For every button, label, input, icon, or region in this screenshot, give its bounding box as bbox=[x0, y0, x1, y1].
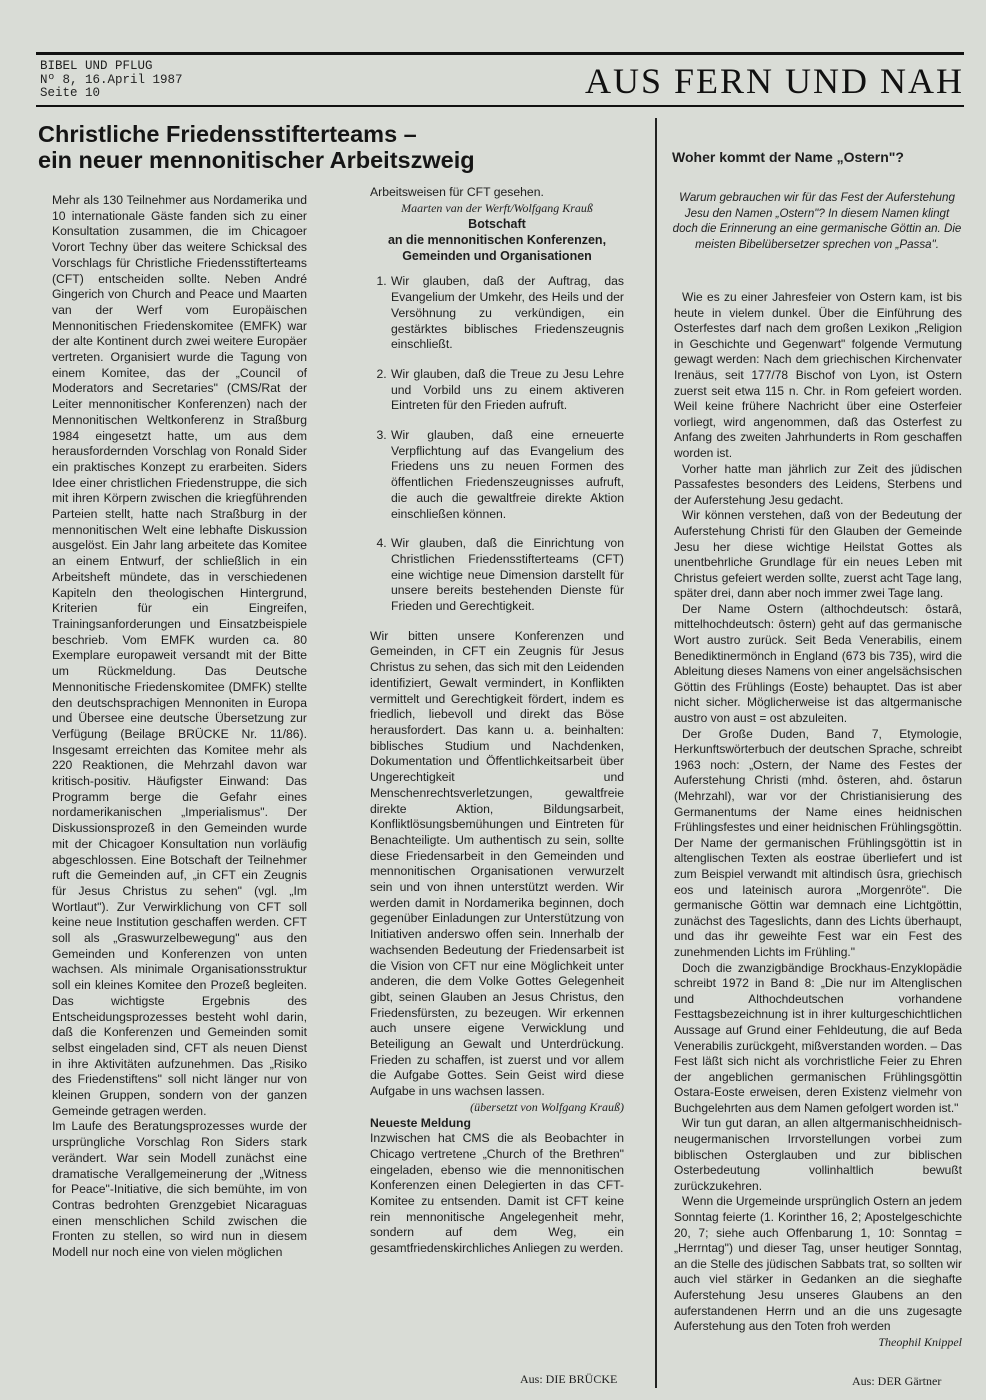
article-byline: Maarten van der Werft/Wolfgang Krauß bbox=[401, 200, 593, 215]
body-paragraph: Mehr als 130 Teilnehmer aus Nordamerika und 10 internationale Gäste fanden sich zu einer Konsultation zusammen, die im Chicagoer Vorort Techny über das weitere Schicksal des Vorschlags für Christliche Friedensstifterteams (CFT) entscheiden sollte. Neben André Gingerich von Church and Peace und Maarten van der Werf vom Europäischen Mennonitischen Friedenskomitee (EMFK) war der alte Kontinent durch zwei weitere Europäer vertreten. Organisiert wurde die Tagung von einem Komitee, das der „Council of Moderators and Secretaries" (CMS/Rat der Leiter mennonitischer Konferenzen) nach der Mennonitischen Weltkonferenz in Straßburg 1984 eingesetzt hatte, um aus dem herausfordernden Vorschlag von Ronald Sider ein praktisches Konzept zu erarbeiten. Siders Idee einer christlichen Friedenstruppe, die sich mit ihren Körpern zwischen die kriegführenden Parteien stellt, hatte nach Straßburg in der mennonitischen Welt eine lebhafte Diskussion ausgelöst. Ein Jahr lang arbeitete das Komitee an einem Entwurf, der schließlich in ein Arbeitsheft mündete, das in verschiedenen Kapiteln den theologischen Hintergrund, Kriterien für ein Eingreifen, Trainingsanforderungen und Einsatzbeispiele beschrieb. Vom EMFK wurden ca. 80 Exemplare europaweit versandt mit der Bitte um Rückmeldung. Das Deutsche Mennonitische Friedenskomitee (DMFK) stellte den deutschsprachigen Mennoniten in Europa und Übersee eine deutsche Übersetzung zur Verfügung (Beilage BRÜCKE Nr. 11/86). Insgesamt erreichten das Komitee mehr als 220 Reaktionen, die Mehrzahl davon war kritisch-positiv. Häufigster Einwand: Das Programm berge die Gefahr eines nordamerikanischen „Imperialismus". Der Diskussionsprozeß in den Gemeinden wurde mit der Chicagoer Konsultation nun vorläufig abgeschlossen. Eine Botschaft der Teilnehmer ruft die Gemeinden auf, „in CFT ein Zeugnis für Jesus Christus zu sehen" (vgl. „Im Wortlaut"). Zur Verwirklichung von CFT soll keine neue Institution geschaffen werden. CFT soll als „Graswurzelbewegung" aus den Gemeinden und Konferenzen von unten wachsen. Als minimale Organisationsstruktur soll ein kleines Komitee den Prozeß begleiten. Das wichtigste Ergebnis des Entscheidungsprozesses besteht wohl darin, daß die Konferenzen und Gemeinden somit selbst eingeladen sind, CFT als neuen Dienst in ihre Aktivitäten aufzunehmen. Das „Risiko des Friedenstiftens" soll nicht länger nur von kleinen Gruppen, sondern von der ganzen Gemeinde getragen werden. bbox=[52, 193, 307, 1118]
author-name: Theophil Knippel bbox=[878, 1334, 962, 1349]
message-subtitle-2: Gemeinden und Organisationen bbox=[402, 249, 592, 264]
masthead-rule bbox=[36, 105, 964, 107]
source-credit-2: Aus: DER Gärtner bbox=[852, 1374, 942, 1388]
latest-news-body: Inzwischen hat CMS die als Beobachter in Chicago vertretene „Church of the Brethren" eingeladen, ebenso wie die mennonitischen Konferenzen einen Delegierten in das CFT-Komitee zu entsenden. Damit ist CFT keine rein mennonitische Angelegenheit mehr, sondern auf dem Weg, ein gesamtfriedenskirchliches Anliegen zu werden. bbox=[370, 1131, 624, 1256]
section-title: AUS FERN UND NAH bbox=[584, 61, 964, 101]
article-headline bbox=[38, 121, 638, 173]
message-subtitle-1: an die mennonitischen Konferenzen, bbox=[387, 233, 607, 248]
body-paragraph: Vorher hatte man jährlich zur Zeit des jüdischen Passafestes besonders des Leidens, Sterbens und der Auferstehung Jesu gedacht. bbox=[674, 461, 962, 507]
body-paragraph: Der Name Ostern (althochdeutsch: ôstarâ, mittelhochdeutsch: ôstern) geht auf das germanische Wort austro zurück. Seit Beda Venerabilis, einem Benediktinermönch in England (673 bis 735), wird die Ableitung dieses Namens von einer angelsächsischen Göttin des Frühlings (Eoste) behauptet. Das ist aber nicht sicher. Möglicherweise ist das altgermanische austro von aust = ost abzuleiten. bbox=[674, 601, 962, 726]
body-paragraph-final bbox=[674, 1194, 962, 1349]
body-paragraph: Doch die zwanzigbändige Brockhaus-Enzyklopädie schreibt 1972 in Band 8: „Die nur im Altenglischen und Althochdeutschen vorhandene Festtagsbezeichnung ist in ihrer kulturgeschichtlichen Aussage auf Grund einer Fehldeutung, die auf Beda Venerabilis zurückgeht, mißverstanden worden. – Das Fest läßt sich nicht als vorchristliche Feier zu Ehren der angeblichen germanischen Frühlingsgöttin Ostara-Eoste erweisen, deren Existenz vielmehr von Buchgelehrten aus dem Namen gefolgert worden ist." bbox=[674, 960, 962, 1115]
message-points bbox=[370, 274, 624, 614]
body-paragraph: Der Große Duden, Band 7, Etymologie, Herkunftswörterbuch der deutschen Sprache, schreibt 1963 noch: „Ostern, der Name des Festes der Auferstehung Christi (mhd. ôsteren, ahd. ôstarun (Mehrzahl), war vor der Christianisierung des Germanentums der Name eines heidnischen Frühlingsfestes und einer heidnischen Frühlingsgöttin. Der Name der germanischen Frühlingsgöttin ist in altenglischen Texten als eostrae überliefert und ist zum Beispiel verwandt mit altindisch ûsra, griechisch eos und lateinisch aurora „Morgenröte". Die germanische Göttin war demnach eine Lichtgöttin, zunächst des Tageslichts, dann des Lichts überhaupt, und das ihr geweihte Fest war ein Fest des zunehmenden Lichts im Frühling." bbox=[674, 726, 962, 959]
article-column-3 bbox=[674, 290, 962, 1350]
body-paragraph: Im Laufe des Beratungsprozesses wurde der ursprüngliche Vorschlag Ron Siders stark verändert. War sein Modell zunächst eine dramatische Verallgemeinerung der „Witness for Peace"-Initiative, die sich bemühte, im von Contras bedrohten Grenzgebiet Nicaraguas einen menschlichen Schild zwischen die Fronten zu stellen, so wird nun in diesem Modell nur noch eine von vielen möglichen bbox=[52, 1119, 307, 1260]
message-point: 1. Wir glauben, daß der Auftrag, das Evangelium der Umkehr, des Heils und der Versöhnung zu verkündigen, ein gestärktes biblisches Friedenszeugnis einschließt. bbox=[390, 274, 624, 353]
message-point: 4. Wir glauben, daß die Einrichtung von Christlichen Friedensstifterteams (CFT) eine wichtige neue Dimension darstellt für unsere bereits bestehenden Dienste für Frieden und Gerechtigkeit. bbox=[390, 536, 624, 615]
publication-name: BIBEL UND PFLUG bbox=[40, 59, 153, 73]
masthead bbox=[40, 60, 183, 101]
translator-credit: (übersetzt von Wolfgang Krauß) bbox=[470, 1099, 624, 1114]
body-paragraph: Arbeitsweisen für CFT gesehen. bbox=[370, 185, 544, 199]
article-column-1 bbox=[52, 193, 307, 1261]
body-paragraph: Wie es zu einer Jahresfeier von Ostern kam, ist bis heute in vielem dunkel. Über die Einführung des Osterfestes darf nach dem großen Lexikon „Religion in Geschichte und Gegenwart" folgende Vermutung gewagt werden: Nach dem griechischen Kirchenvater Irenäus, seit 177/78 Bischof von Lyon, ist Ostern zuerst seit etwa 115 n. Chr. in Rom gefeiert worden. Weil keine frühere Nachricht über eine Osterfeier vorliegt, wird angenommen, daß das Osterfest zu Anfang des zweiten Jahrhunderts in Rom geschaffen worden ist. bbox=[674, 290, 962, 460]
headline-line-2: ein neuer mennonitischer Arbeitszweig bbox=[38, 147, 475, 173]
article-column-2 bbox=[370, 185, 624, 1257]
sidebar-intro: Warum gebrauchen wir für das Fest der Auferstehung Jesu den Namen „Ostern"? In diesem Namen klingt doch die Erinnerung an eine germanische Göttin an. Die meisten Bibelübersetzer sprechen von „Passa". bbox=[672, 191, 962, 251]
final-paragraph-text: Wenn die Urgemeinde ursprünglich Ostern an jedem Sonntag feierte (1. Korinther 16, 2; Apostelgeschichte 20, 7; siehe auch Offenbarung 1, 10: Sonntag = „Herrntag") und dieser Tag, unser heutiger Sonntag, an die Stelle des jüdischen Sabbats trat, so sollten wir auch viel stärker in Gedanken an die sieghafte Auferstehung Jesu unseres Glaubens an den auferstandenen Herrn und an die uns zugesagte Auferstehung aus den Toten froh werden bbox=[674, 1194, 962, 1334]
latest-news-heading: Neueste Meldung bbox=[370, 1115, 471, 1130]
issue-date: Nº 8, 16.April 1987 bbox=[40, 72, 183, 87]
body-paragraph: Wir bitten unsere Konferenzen und Gemeinden, in CFT ein Zeugnis für Jesus Christus zu sehen, das sich mit den Leidenden identifiziert, Gewalt vermindert, in Konflikten vermittelt und Gerechtigkeit fördert, indem es friedlich, liebevoll und direkt das Böse herausfordert. Das kann u. a. beinhalten: biblisches Studium und Nachdenken, Dokumentation und Öffentlichkeitsarbeit über Ungerechtigkeit und Menschenrechtsverletzungen, gewaltfreie direkte Aktion, Bildungsarbeit, Konfliktlösungsbemühungen und Eintreten für Benachteiligte. Um authentisch zu sein, sollte diese Friedensarbeit in den Gemeinden und mennonitischen Organisationen verwurzelt sein und von ihnen unterstützt werden. Wir werden damit in Nordamerika beginnen, doch gegenüber Einladungen zur Unterstützung von Initiativen anderswo offen sein. Innerhalb der wachsenden Bedeutung der Friedensarbeit ist die Vision von CFT nur eine Möglichkeit unter anderen, die dem Volke Gottes Gelegenheit gibt, seinen Glauben an Jesus Christus, den Friedensfürsten, zu bezeugen. Wir erkennen auch unsere eigene Verwicklung und Beteiligung an Gewalt und Unterdrückung. Frieden zu schaffen, ist zuerst und vor allem die Aufgabe Gottes. Sein Geist wird diese Aufgabe in uns wachsen lassen. bbox=[370, 628, 624, 1099]
column-divider bbox=[655, 118, 657, 1388]
message-title: Botschaft bbox=[468, 217, 526, 232]
body-paragraph: Wir können verstehen, daß von der Bedeutung der Auferstehung Christi für den Glauben der Gemeinde Jesu her diese wichtige Heilstat Gottes als unentbehrliche Grundlage für ein neues Leben mit Christus gefeiert werden sollte, zuerst acht Tage lang, später drei, dann aber noch immer zwei Tage lang. bbox=[674, 508, 962, 601]
top-rule bbox=[36, 52, 964, 55]
body-paragraph: Wir tun gut daran, an allen altgermanischheidnisch-neugermanischen Irrvorstellungen vorbei zum biblischen Osterglauben und zur biblischen Osterbedeutung vollinhaltlich bewußt zurückzukehren. bbox=[674, 1116, 962, 1193]
headline-line-1: Christliche Friedensstifterteams – bbox=[38, 121, 417, 147]
source-credit-1: Aus: DIE BRÜCKE bbox=[520, 1372, 618, 1386]
sidebar-headline: Woher kommt der Name „Ostern"? bbox=[672, 149, 904, 165]
message-point: 2. Wir glauben, daß die Treue zu Jesu Lehre und Vorbild uns zu einem aktiveren Eintreten für den Frieden aufruft. bbox=[390, 367, 624, 414]
page-number: Seite 10 bbox=[40, 86, 101, 100]
message-point: 3. Wir glauben, daß eine erneuerte Verpflichtung auf das Evangelium des Friedens uns zu neuen Formen des öffentlichen Friedenszeugnisses aufruft, die auch die gewaltfreie direkte Aktion einschließen können. bbox=[390, 428, 624, 522]
